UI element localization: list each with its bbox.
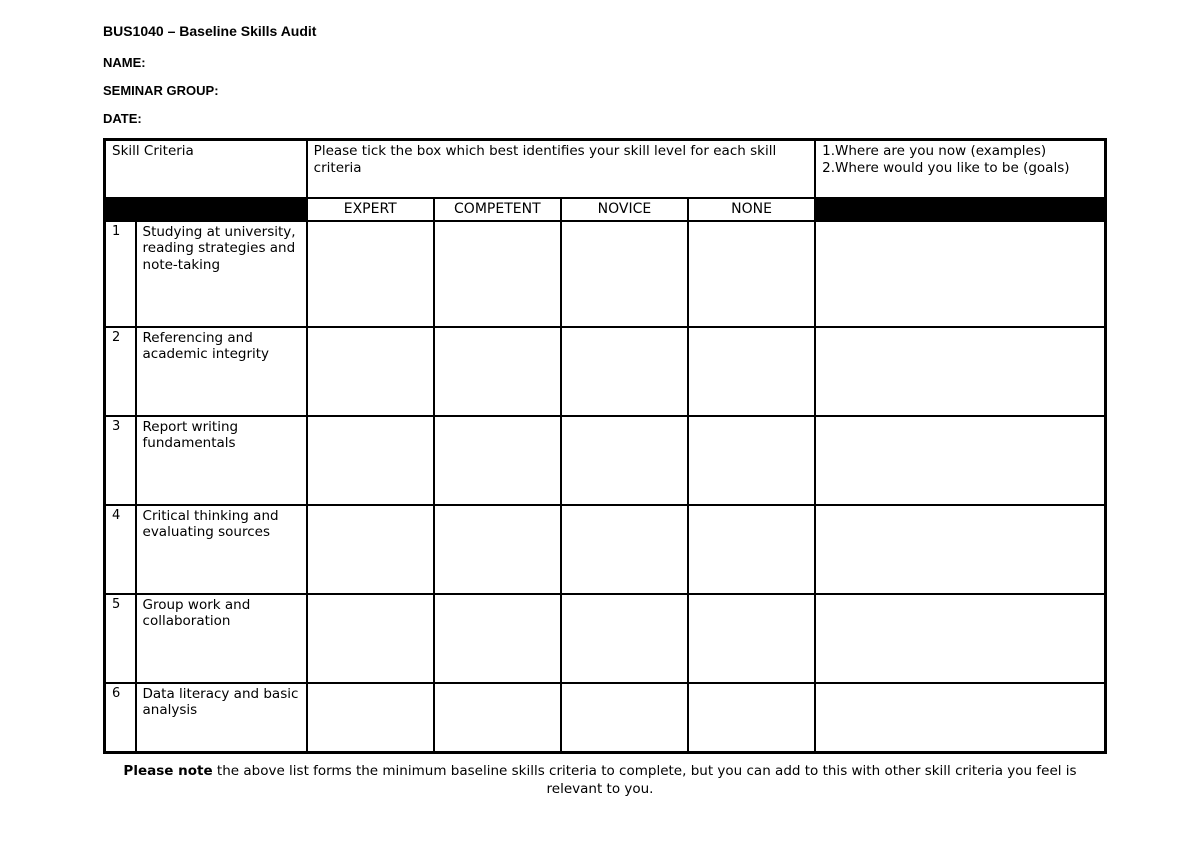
black-spacer-left (105, 198, 307, 221)
level-none-header: NONE (688, 198, 815, 221)
skill-label: Report writing fundamentals (136, 416, 307, 505)
tick-box-none[interactable] (688, 416, 815, 505)
skill-criteria-header: Skill Criteria (105, 140, 307, 199)
tick-box-competent[interactable] (434, 594, 561, 683)
tick-box-expert[interactable] (307, 416, 434, 505)
reflection-cell[interactable] (815, 327, 1105, 416)
tick-box-competent[interactable] (434, 327, 561, 416)
name-field-label: NAME: (103, 55, 146, 70)
tick-instructions-header: Please tick the box which best identifies your skill level for each skill criteria (307, 140, 815, 199)
skill-label: Data literacy and basic analysis (136, 683, 307, 753)
reflection-cell[interactable] (815, 416, 1105, 505)
document-title: BUS1040 – Baseline Skills Audit (103, 23, 317, 39)
skills-audit-table (103, 138, 1107, 754)
footnote (103, 762, 1097, 798)
level-expert-header: EXPERT (307, 198, 434, 221)
row-number: 2 (105, 327, 136, 416)
black-spacer-right (815, 198, 1105, 221)
reflection-cell[interactable] (815, 505, 1105, 594)
table-header-row (105, 140, 1106, 199)
reflection-prompt-now: 1.Where are you now (examples) (822, 143, 1047, 159)
table-row (105, 594, 1106, 683)
table-row (105, 416, 1106, 505)
skill-label: Critical thinking and evaluating sources (136, 505, 307, 594)
tick-box-none[interactable] (688, 505, 815, 594)
tick-box-novice[interactable] (561, 505, 688, 594)
tick-box-expert[interactable] (307, 505, 434, 594)
tick-box-novice[interactable] (561, 594, 688, 683)
table-row (105, 683, 1106, 753)
table-row (105, 221, 1106, 327)
date-field-label: DATE: (103, 111, 142, 126)
row-number: 1 (105, 221, 136, 327)
tick-box-competent[interactable] (434, 683, 561, 753)
tick-box-expert[interactable] (307, 594, 434, 683)
row-number: 4 (105, 505, 136, 594)
tick-box-novice[interactable] (561, 221, 688, 327)
table-row (105, 505, 1106, 594)
table-row (105, 327, 1106, 416)
level-novice-header: NOVICE (561, 198, 688, 221)
reflection-prompt-goals: 2.Where would you like to be (goals) (822, 159, 1070, 176)
tick-box-competent[interactable] (434, 221, 561, 327)
tick-box-competent[interactable] (434, 416, 561, 505)
tick-box-expert[interactable] (307, 221, 434, 327)
tick-box-novice[interactable] (561, 683, 688, 753)
skill-label: Studying at university, reading strategies and note-taking (136, 221, 307, 327)
seminar-group-field-label: SEMINAR GROUP: (103, 83, 219, 98)
tick-box-none[interactable] (688, 327, 815, 416)
reflection-cell[interactable] (815, 683, 1105, 753)
tick-box-novice[interactable] (561, 327, 688, 416)
tick-box-none[interactable] (688, 683, 815, 753)
reflection-cell[interactable] (815, 221, 1105, 327)
reflection-header (815, 140, 1105, 199)
level-competent-header: COMPETENT (434, 198, 561, 221)
skill-label: Group work and collaboration (136, 594, 307, 683)
reflection-cell[interactable] (815, 594, 1105, 683)
row-number: 3 (105, 416, 136, 505)
row-number: 5 (105, 594, 136, 683)
tick-box-none[interactable] (688, 221, 815, 327)
tick-box-competent[interactable] (434, 505, 561, 594)
footnote-text: the above list forms the minimum baseline skills criteria to complete, but you can add to this with other skill criteria you feel is relevant to you. (212, 763, 1077, 797)
footnote-emphasis: Please note (123, 763, 213, 779)
row-number: 6 (105, 683, 136, 753)
tick-box-novice[interactable] (561, 416, 688, 505)
skill-label: Referencing and academic integrity (136, 327, 307, 416)
tick-box-none[interactable] (688, 594, 815, 683)
tick-box-expert[interactable] (307, 683, 434, 753)
tick-box-expert[interactable] (307, 327, 434, 416)
level-header-row (105, 198, 1106, 221)
